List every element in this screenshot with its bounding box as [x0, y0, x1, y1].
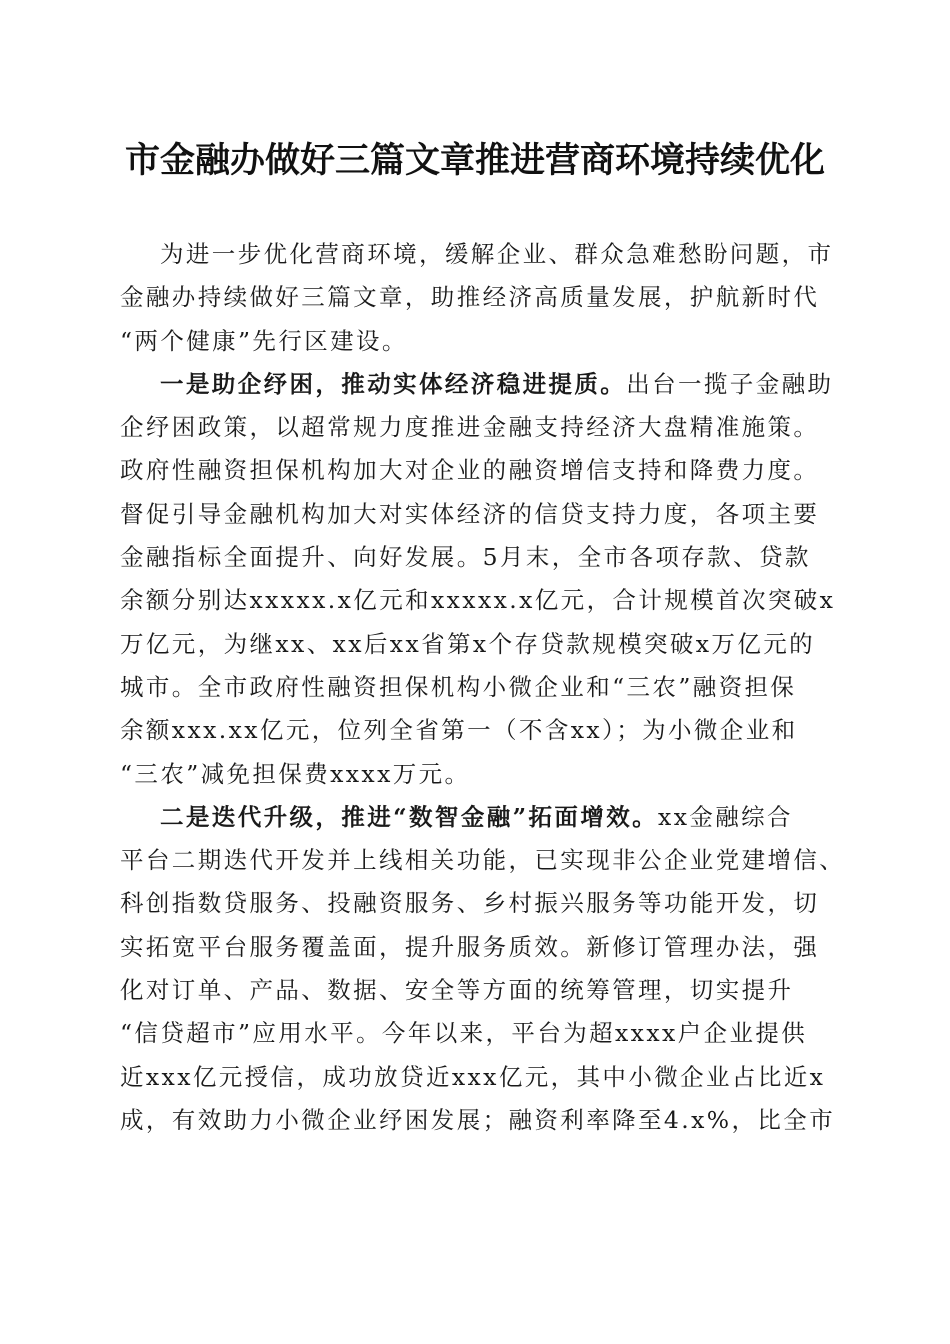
line-text: 实拓宽平台服务覆盖面，提升服务质效。新修订管理办法，强 [120, 932, 820, 961]
line-text: 企纾困政策，以超常规力度推进金融支持经济大盘精准施策。 [120, 413, 820, 442]
paragraph-line [120, 449, 830, 492]
line-text: 万亿元，为继xx、xx后xx省第x个存贷款规模突破x万亿元的 [120, 629, 816, 658]
line-text: 平台二期迭代开发并上线相关功能，已实现非公企业党建增信、 [120, 846, 846, 875]
paragraph-line [120, 839, 846, 882]
line-text: 金融指标全面提升、向好发展。5月末，全市各项存款、贷款 [120, 543, 811, 572]
paragraph-line [120, 666, 830, 709]
paragraph-line [120, 233, 834, 276]
paragraph-line [120, 623, 830, 666]
line-text: 成，有效助力小微企业纾困发展；融资利率降至4.x%，比全市 [120, 1105, 836, 1134]
line-text: 为进一步优化营商环境，缓解企业、群众急难愁盼问题，市 [160, 240, 834, 268]
document-title: 市金融办做好三篇文章推进营商环境持续优化 [124, 140, 825, 181]
paragraph-line [120, 536, 830, 579]
line-text: 督促引导金融机构加大对实体经济的信贷支持力度，各项主要 [120, 499, 820, 528]
paragraph-line [120, 796, 830, 839]
paragraph-line [120, 926, 830, 969]
paragraph-line [120, 320, 830, 363]
paragraph-line [120, 709, 830, 752]
line-text: 金融办持续做好三篇文章，助推经济高质量发展，护航新时代 [120, 283, 820, 312]
document-body [120, 233, 846, 1142]
paragraph-line [120, 406, 830, 449]
line-text: “信贷超市”应用水平。今年以来，平台为超xxxx户企业提供 [120, 1019, 808, 1048]
line-text: 余额分别达xxxxx.x亿元和xxxxx.x亿元，合计规模首次突破x [120, 586, 836, 615]
line-text: 政府性融资担保机构加大对企业的融资增信支持和降费力度。 [120, 456, 820, 485]
paragraph-line [120, 579, 836, 622]
paragraph-line [120, 882, 830, 925]
section-lead-text: 一是助企纾困，推动实体经济稳进提质。 [160, 369, 627, 398]
paragraph-line [120, 753, 830, 796]
line-text: 出台一揽子金融助 [626, 369, 834, 398]
line-text: 余额xxx.xx亿元，位列全省第一（不含xx）；为小微企业和 [120, 716, 798, 745]
paragraph-line [120, 276, 830, 319]
line-text: “三农”减免担保费xxxx万元。 [120, 759, 471, 788]
line-text: 科创指数贷服务、投融资服务、乡村振兴服务等功能开发，切 [120, 889, 820, 918]
paragraph-line [120, 363, 834, 406]
line-text: 近xxx亿元授信，成功放贷近xxx亿元，其中小微企业占比近x [120, 1062, 826, 1091]
paragraph-line [120, 493, 830, 536]
paragraph-line [120, 969, 830, 1012]
paragraph-line [120, 1012, 830, 1055]
section-lead-text: 二是迭代升级，推进“数智金融”拓面增效。 [160, 802, 659, 831]
line-text: xx金融综合 [658, 802, 793, 831]
line-text: 城市。全市政府性融资担保机构小微企业和“三农”融资担保 [120, 672, 797, 701]
line-text: 化对订单、产品、数据、安全等方面的统筹管理，切实提升 [120, 976, 794, 1005]
paragraph-line [120, 1099, 836, 1142]
line-text: “两个健康”先行区建设。 [120, 326, 408, 355]
paragraph-line [120, 1056, 830, 1099]
